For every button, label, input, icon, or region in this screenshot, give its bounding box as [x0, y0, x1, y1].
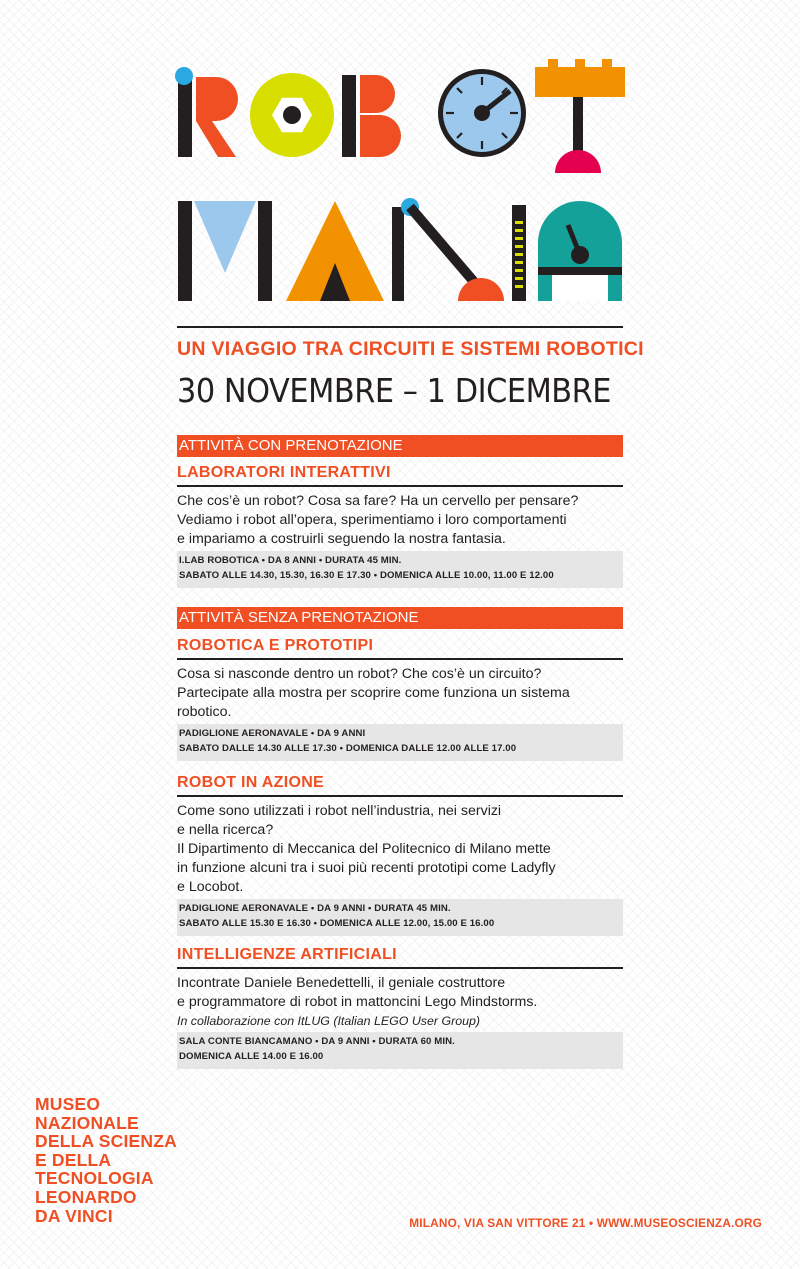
- activity-title: LABORATORI INTERATTIVI: [177, 461, 623, 487]
- description-line: robotico.: [177, 704, 232, 720]
- activity-description: [177, 665, 623, 722]
- activity-title: ROBOT IN AZIONE: [177, 771, 623, 797]
- museum-name-line: TECNOLOGIA: [35, 1168, 154, 1189]
- activity-info-box: [177, 1032, 623, 1069]
- info-line: SABATO DALLE 14.30 ALLE 17.30 • DOMENICA DALLE 12.00 ALLE 17.00: [179, 742, 517, 754]
- description-line: in funzione alcuni tra i suoi più recenti prototipi come Ladyfly: [177, 860, 556, 876]
- info-line: I.LAB ROBOTICA • DA 8 ANNI • DURATA 45 MIN.: [179, 555, 402, 566]
- museum-name-line: E DELLA: [35, 1149, 112, 1170]
- museum-name: [35, 1095, 177, 1225]
- info-line: SABATO ALLE 15.30 E 16.30 • DOMENICA ALLE 12.00, 15.00 E 16.00: [179, 917, 495, 929]
- description-line: Incontrate Daniele Benedettelli, il geniale costruttore: [177, 975, 506, 991]
- activity-robot-in-azione: [177, 771, 623, 936]
- description-line: e programmatore di robot in mattoncini Lego Mindstorms.: [177, 994, 538, 1010]
- info-line: SABATO ALLE 14.30, 15.30, 16.30 E 17.30 • DOMENICA ALLE 10.00, 11.00 E 12.00: [179, 569, 554, 581]
- info-line: PADIGLIONE AERONAVALE • DA 9 ANNI: [179, 728, 366, 739]
- activity-robotica-e-prototipi: [177, 634, 623, 761]
- museum-name-line: NAZIONALE: [35, 1112, 139, 1133]
- description-line: e nella ricerca?: [177, 822, 274, 838]
- activity-laboratori-interattivi: [177, 461, 623, 588]
- description-line: e impariamo a costruirli seguendo la nostra fantasia.: [177, 531, 506, 547]
- description-line: Vediamo i robot all’opera, sperimentiamo i loro comportamenti: [177, 512, 567, 528]
- activity-description: [177, 492, 623, 549]
- description-line: e Locobot.: [177, 879, 244, 895]
- description-line: Che cos’è un robot? Cosa sa fare? Ha un cervello per pensare?: [177, 493, 579, 509]
- activity-description: [177, 974, 623, 1030]
- robot-mania-logo-art: [170, 55, 630, 315]
- description-line: Come sono utilizzati i robot nell’industria, nei servizi: [177, 803, 502, 819]
- collaboration-note: In collaborazione con ItLUG (Italian LEGO User Group): [177, 1014, 481, 1028]
- section-bar-with-booking: ATTIVITÀ CON PRENOTAZIONE: [177, 435, 623, 457]
- info-line: PADIGLIONE AERONAVALE • DA 9 ANNI • DURATA 45 MIN.: [179, 903, 451, 914]
- section-bar-without-booking: ATTIVITÀ SENZA PRENOTAZIONE: [177, 607, 623, 629]
- address-and-website: MILANO, VIA SAN VITTORE 21 • WWW.MUSEOSCIENZA.ORG: [409, 1216, 762, 1230]
- activity-info-box: [177, 551, 623, 588]
- info-line: DOMENICA ALLE 14.00 E 16.00: [179, 1050, 324, 1062]
- header-rule-top: [177, 326, 623, 328]
- activity-description: [177, 802, 623, 897]
- activity-title: ROBOTICA E PROTOTIPI: [177, 634, 623, 660]
- museum-name-line: MUSEO: [35, 1094, 101, 1114]
- description-line: Il Dipartimento di Meccanica del Politecnico di Milano mette: [177, 841, 551, 857]
- activity-intelligenze-artificiali: [177, 943, 623, 1069]
- activity-info-box: [177, 899, 623, 936]
- activity-info-box: [177, 724, 623, 761]
- info-line: SALA CONTE BIANCAMANO • DA 9 ANNI • DURATA 60 MIN.: [179, 1036, 455, 1047]
- museum-name-line: DELLA SCIENZA: [35, 1131, 177, 1152]
- subtitle: UN VIAGGIO TRA CIRCUITI E SISTEMI ROBOTICI: [177, 338, 644, 360]
- description-line: Cosa si nasconde dentro un robot? Che cos’è un circuito?: [177, 666, 542, 682]
- activity-title: INTELLIGENZE ARTIFICIALI: [177, 943, 623, 969]
- museum-name-line: LEONARDO: [35, 1186, 137, 1207]
- description-line: Partecipate alla mostra per scoprire come funziona un sistema: [177, 685, 570, 701]
- robot-mania-logo: [170, 55, 630, 315]
- museum-name-line: DA VINCI: [35, 1205, 113, 1226]
- event-dates: 30 NOVEMBRE – 1 DICEMBRE: [177, 371, 612, 410]
